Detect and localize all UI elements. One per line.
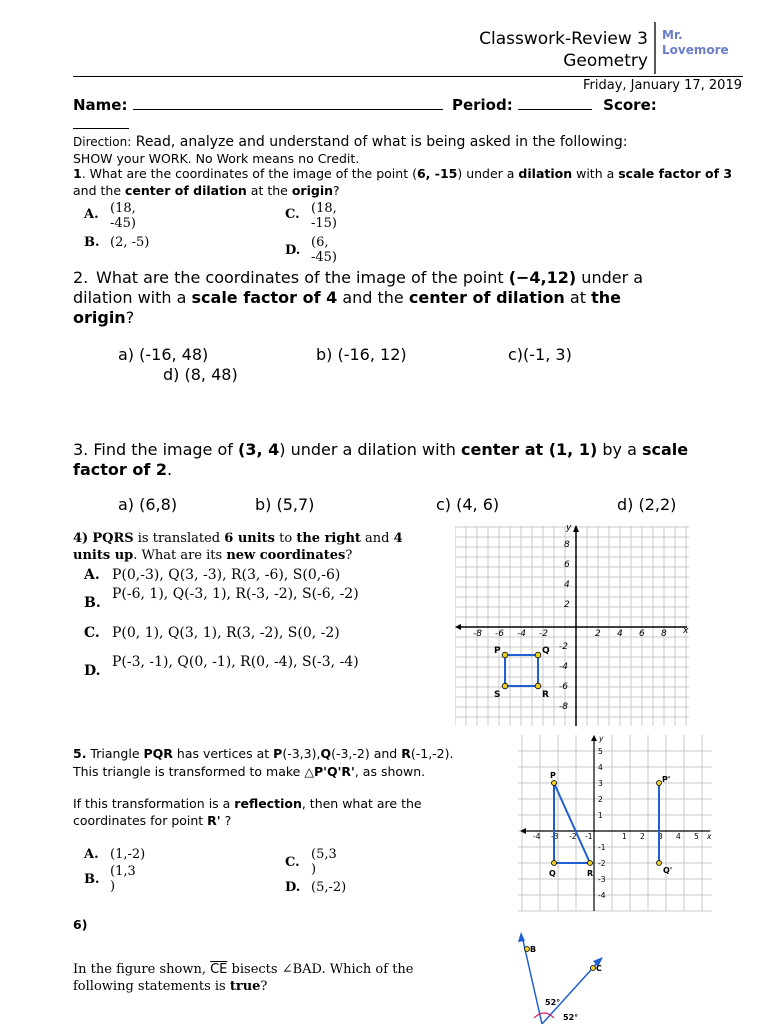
q5-text: , as shown. <box>354 764 426 779</box>
header-divider <box>654 22 656 74</box>
name-label: Name: <box>73 96 128 114</box>
q4-option-d[interactable] <box>84 654 374 679</box>
q6-angle-label: 52° <box>545 998 561 1007</box>
q4-number: 4) <box>73 531 89 546</box>
q4-label-r: R <box>542 690 549 700</box>
q5-text: Triangle <box>86 746 144 761</box>
q4-text: to <box>275 531 297 546</box>
q4-y-tick: 4 <box>564 580 570 590</box>
q5-vertex: P <box>273 746 283 761</box>
q5-text: (-1,-2). <box>410 746 454 761</box>
direction-text: Read, analyze and understand of what is being asked in the following: <box>131 134 628 150</box>
q6-segment-ce: $\overline{CE}$ <box>210 962 228 977</box>
q5-point-q-prime <box>657 861 662 866</box>
q5-y-tick: 1 <box>598 811 603 820</box>
question-2 <box>73 268 673 328</box>
q5-text: If this transformation is a <box>73 796 235 811</box>
q2-text: What are the coordinates of the image of the point <box>96 268 509 287</box>
q3-text: 3. Find the image of <box>73 440 238 459</box>
option-value: P(0,-3), Q(3, -3), R(3, -6), S(0,-6) <box>112 567 341 583</box>
q4-point-r <box>535 683 541 689</box>
option-value: (6, -45) <box>311 235 338 265</box>
q4-y-tick: -2 <box>559 642 568 652</box>
q6-text: following statements is <box>73 979 230 994</box>
direction <box>73 133 753 151</box>
q5-coordinate-grid <box>518 733 714 913</box>
q4-y-tick: -4 <box>559 662 568 672</box>
q1-term: center of dilation <box>124 183 247 198</box>
question-3 <box>73 440 693 480</box>
q1-option-a[interactable] <box>84 201 146 231</box>
q5-x-tick: 2 <box>640 832 645 841</box>
question-5 <box>73 745 523 762</box>
name-blank[interactable] <box>133 95 443 110</box>
q6-point-c <box>591 966 596 971</box>
q5-option-c[interactable] <box>285 847 341 877</box>
q5-text: coordinates for point <box>73 813 208 828</box>
q5-term: R' <box>207 813 221 828</box>
option-label: A. <box>84 207 99 222</box>
period-blank[interactable] <box>518 95 592 110</box>
q5-x-tick: -2 <box>569 832 577 841</box>
q5-y-axis-label: y <box>599 734 604 743</box>
q3-option-b[interactable]: b) (5,7) <box>255 495 315 514</box>
q2-option-c[interactable]: c)(-1, 3) <box>508 345 572 364</box>
option-value: (2, -5) <box>110 235 150 250</box>
q5-label-q: Q <box>549 869 556 878</box>
q3-point: (3, 4 <box>238 440 280 459</box>
q4-label-s: S <box>494 690 501 700</box>
q4-x-tick: 2 <box>595 629 601 639</box>
q1-option-d[interactable] <box>285 235 347 265</box>
q5-line3 <box>73 795 523 812</box>
q5-y-tick: -2 <box>598 859 606 868</box>
option-label: A. <box>84 567 100 583</box>
q3-option-d[interactable]: d) (2,2) <box>617 495 677 514</box>
q5-x-tick: -3 <box>551 832 559 841</box>
q2-number: 2. <box>73 268 89 287</box>
score-label: Score: <box>603 96 657 114</box>
option-label: A. <box>84 847 99 862</box>
q2-point: (−4,12) <box>508 268 577 287</box>
q5-label-r: R <box>587 869 594 878</box>
q1-point: 6, -15 <box>416 166 458 181</box>
q1-term: origin <box>291 183 333 198</box>
q4-text: is translated <box>133 531 225 546</box>
q6-angle-figure <box>510 930 620 1024</box>
q5-y-arrow <box>591 735 597 741</box>
q5-text: has vertices at <box>172 746 274 761</box>
q4-option-c[interactable] <box>84 624 374 642</box>
q5-triangle-image: △P'Q'R' <box>304 764 355 779</box>
q4-y-tick: 8 <box>564 540 570 550</box>
option-label: B. <box>84 872 100 887</box>
q1-text: . What are the coordinates of the image of the point ( <box>81 166 417 181</box>
q6-text: In the figure shown, <box>73 962 211 977</box>
q4-x-axis-label: x <box>683 626 689 636</box>
q6-term: true <box>229 979 261 994</box>
q2-option-d[interactable]: d) (8, 48) <box>163 365 238 384</box>
q5-gridlines <box>518 735 712 911</box>
q5-x-tick: 3 <box>658 832 663 841</box>
q5-x-tick: 4 <box>676 832 681 841</box>
option-label: C. <box>84 625 100 641</box>
q4-x-tick: 4 <box>617 629 623 639</box>
q5-x-arrow <box>520 828 526 834</box>
q5-point-p <box>552 781 557 786</box>
q5-option-d[interactable] <box>285 880 346 895</box>
question-6 <box>73 961 473 978</box>
q5-y-tick: 4 <box>598 763 603 772</box>
option-label: C. <box>285 207 300 222</box>
q6-text: bisects ∠BAD. Which of the <box>227 962 414 977</box>
q5-text: (-3,-2) and <box>331 746 402 761</box>
q6-label-b: B <box>530 945 537 954</box>
q5-y-tick: 5 <box>598 747 603 756</box>
option-value: (18, -45) <box>110 201 137 231</box>
option-label: D. <box>285 243 301 258</box>
q4-x-arrow <box>455 624 461 630</box>
q2-term: center of dilation <box>408 288 565 307</box>
option-value: P(-6, 1), Q(-3, 1), R(-3, -2), S(-6, -2) <box>112 586 359 602</box>
q6-label-c: C <box>596 964 602 973</box>
q5-vertex: Q <box>320 746 332 761</box>
q5-y-tick: -4 <box>598 891 606 900</box>
q1-number: 1 <box>73 166 82 181</box>
q6-arrow-b <box>518 932 525 942</box>
q4-x-tick: 6 <box>639 629 645 639</box>
q4-term: 6 units <box>224 531 275 546</box>
q2-text: at <box>564 288 592 307</box>
q4-name: PQRS <box>92 531 134 546</box>
q5-point-r <box>588 861 593 866</box>
q4-x-tick: 8 <box>661 629 667 639</box>
q4-y-arrow <box>573 525 579 532</box>
q6-number: 6) <box>73 917 88 932</box>
option-value: P(0, 1), Q(3, 1), R(3, -2), S(0, -2) <box>112 625 340 641</box>
q4-y-tick: 2 <box>564 600 570 610</box>
q3-option-a[interactable]: a) (6,8) <box>118 495 178 514</box>
period-label: Period: <box>451 96 513 114</box>
q2-text: ? <box>125 308 135 327</box>
q2-term: the origin <box>73 288 621 327</box>
q1-text: with a <box>572 166 619 181</box>
q4-x-tick: -4 <box>517 629 526 639</box>
q5-term: reflection <box>234 796 302 811</box>
q1-option-c[interactable] <box>285 201 347 231</box>
q5-y-tick: 2 <box>598 795 603 804</box>
q4-x-tick: -6 <box>495 629 504 639</box>
q5-number: 5. <box>73 746 87 761</box>
q1-text: and the <box>73 183 125 198</box>
q5-option-b[interactable] <box>84 864 140 894</box>
direction-label: Direction: <box>73 135 132 149</box>
option-value: P(-3, -1), Q(0, -1), R(0, -4), S(-3, -4) <box>112 654 359 670</box>
q2-text: and the <box>337 288 409 307</box>
q5-x-tick: -1 <box>585 832 593 841</box>
q4-y-tick: -8 <box>559 702 568 712</box>
q3-text: ) under a dilation with <box>279 440 462 459</box>
q2-text: under a dilation with a <box>73 268 644 307</box>
option-value: (1,-2) <box>110 847 146 862</box>
q4-y-axis-label: y <box>566 523 572 533</box>
q3-text: by a <box>597 440 642 459</box>
q1-term: dilation <box>518 166 573 181</box>
option-label: B. <box>84 235 100 250</box>
q5-label-q-prime: Q' <box>663 866 673 875</box>
option-value: (5,3 ) <box>311 847 337 877</box>
q4-option-b[interactable] <box>84 586 374 611</box>
title-line2: Geometry <box>563 51 648 71</box>
option-label: C. <box>285 855 300 870</box>
q5-point-p-prime <box>657 781 662 786</box>
q6-line2 <box>73 978 473 995</box>
date: Friday, January 17, 2019 <box>583 78 742 93</box>
q5-triangle-pqr <box>554 783 590 863</box>
q5-y-tick: -3 <box>598 875 606 884</box>
q5-x-tick: -4 <box>533 832 541 841</box>
q4-text: and <box>360 531 394 546</box>
name-row <box>73 95 743 114</box>
title-line1: Classwork-Review 3 <box>479 29 648 49</box>
q5-option-a[interactable] <box>84 847 145 862</box>
option-value: (5,-2) <box>311 880 347 895</box>
q5-point-q <box>552 861 557 866</box>
q4-term: 4 units up <box>73 531 403 563</box>
q3-term: scale factor of 2 <box>73 440 689 479</box>
direction-line2: SHOW your WORK. No Work means no Credit. <box>73 151 360 166</box>
q1-option-b[interactable] <box>84 235 149 250</box>
q4-coordinate-grid <box>455 522 695 728</box>
option-label: D. <box>84 663 101 679</box>
q4-label-q: Q <box>542 646 550 656</box>
q2-term: scale factor of 4 <box>191 288 338 307</box>
q4-y-tick: 6 <box>564 560 570 570</box>
q4-point-p <box>502 652 508 658</box>
q6-angle-label: 52° <box>563 1013 579 1022</box>
q5-line2 <box>73 763 523 780</box>
q5-x-axis-label: x <box>707 832 712 841</box>
option-label: D. <box>285 880 301 895</box>
q4-term: the right <box>296 531 361 546</box>
q4-x-tick: -2 <box>539 629 548 639</box>
q5-y-tick: 3 <box>598 779 603 788</box>
q4-point-q <box>535 652 541 658</box>
q5-label-p-prime: P' <box>662 775 671 784</box>
q1-text: ) under a <box>457 166 519 181</box>
q6-text: ? <box>260 979 268 994</box>
score-blank[interactable] <box>73 128 129 129</box>
q4-text: ? <box>345 548 353 563</box>
q2-option-b[interactable]: b) (-16, 12) <box>316 345 407 364</box>
q4-term: new coordinates <box>226 548 346 563</box>
q5-triangle: PQR <box>143 746 173 761</box>
page-title <box>430 28 648 72</box>
option-value: (18, -15) <box>311 201 338 231</box>
q4-option-a[interactable] <box>84 566 374 584</box>
q5-x-tick: 5 <box>694 832 699 841</box>
q4-x-tick: -8 <box>473 629 482 639</box>
q4-y-tick: -6 <box>559 682 568 692</box>
q4-gridlines <box>455 526 689 726</box>
q1-term: scale factor of 3 <box>618 166 733 181</box>
q5-y-tick: -1 <box>598 843 606 852</box>
option-value: (1,3 ) <box>110 864 136 894</box>
q1-text: at the <box>246 183 292 198</box>
q3-text: . <box>167 460 173 479</box>
q5-text: This triangle is transformed to make <box>73 764 305 779</box>
q4-point-s <box>502 683 508 689</box>
q6-point-b <box>525 947 530 952</box>
question-1 <box>73 165 733 199</box>
q5-x-tick: 1 <box>622 832 627 841</box>
q1-text: ? <box>333 183 340 198</box>
q5-line4 <box>73 812 523 829</box>
q4-label-p: P <box>494 646 501 656</box>
header-rule <box>73 76 743 77</box>
q5-text: (-3,3), <box>282 746 321 761</box>
q2-option-a[interactable]: a) (-16, 48) <box>118 345 209 364</box>
q5-text: , then what are the <box>301 796 422 811</box>
q5-label-p: P <box>550 771 556 780</box>
q5-vertex: R <box>401 746 411 761</box>
teacher-name: Mr. Lovemore <box>662 28 729 57</box>
q3-option-c[interactable]: c) (4, 6) <box>436 495 500 514</box>
q3-term: center at (1, 1) <box>461 440 598 459</box>
question-4 <box>73 530 433 564</box>
q4-text: . What are its <box>133 548 227 563</box>
q5-text: ? <box>220 813 232 828</box>
option-label: B. <box>84 595 101 611</box>
